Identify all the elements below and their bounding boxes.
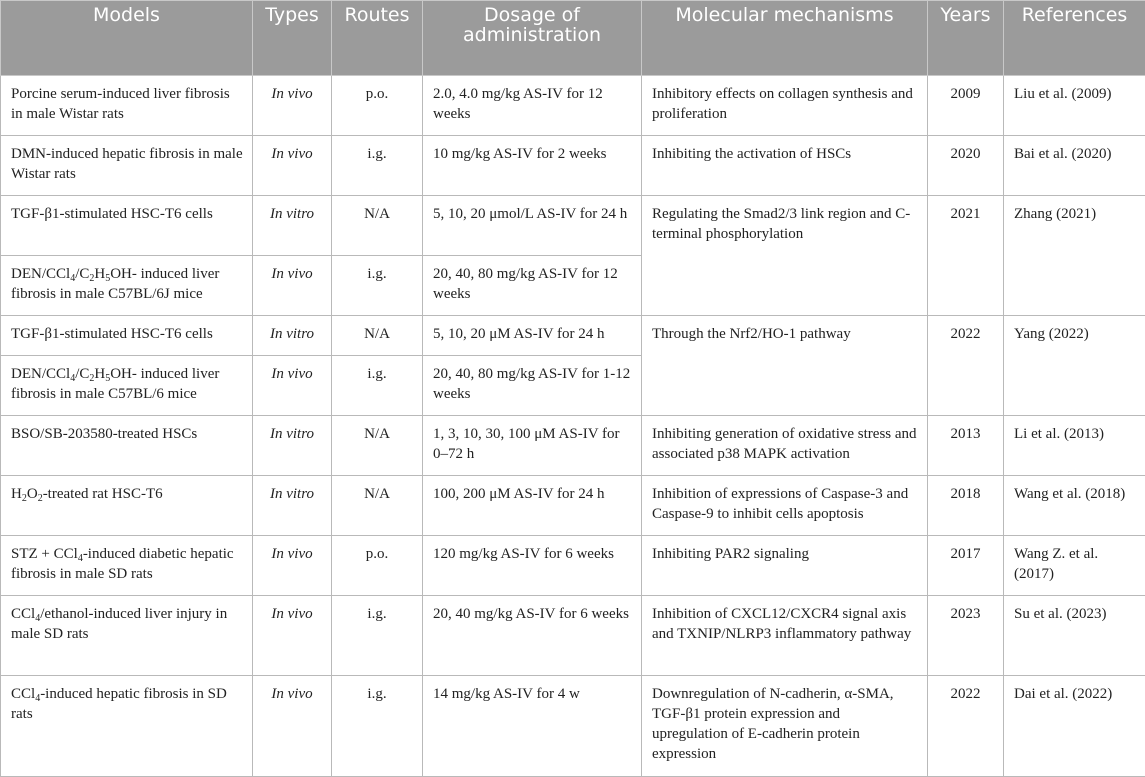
reference-cell: Su et al. (2023): [1004, 596, 1145, 676]
type-cell: In vivo: [253, 596, 332, 676]
mechanism-cell: Through the Nrf2/HO-1 pathway: [642, 316, 928, 416]
table-row: [1, 316, 1145, 356]
type-cell: In vitro: [253, 416, 332, 476]
model-cell: DEN/$CCl_4/C_2H_5OH-$ induced liver fibrosis in male C57BL/6 mice: [1, 356, 253, 416]
reference-cell: Zhang (2021): [1004, 196, 1145, 316]
header-mechanisms: Molecular mechanisms: [642, 1, 928, 76]
year-cell: 2020: [928, 136, 1004, 196]
model-cell: DEN/$CCl_4/C_2H_5OH-$ induced liver fibrosis in male C57BL/6J mice: [1, 256, 253, 316]
dosage-cell: 2.0, 4.0 mg/kg AS-IV for 12 weeks: [423, 76, 642, 136]
mechanism-cell: Regulating the Smad2/3 link region and C-terminal phosphorylation: [642, 196, 928, 316]
mechanism-cell: Downregulation of N-cadherin, α-SMA, TGF-β1 protein expression and upregulation of E-cadherin protein expression: [642, 676, 928, 777]
header-models: Models: [1, 1, 253, 76]
reference-cell: Bai et al. (2020): [1004, 136, 1145, 196]
route-cell: N/A: [332, 316, 423, 356]
route-cell: i.g.: [332, 676, 423, 777]
mechanism-cell: Inhibition of CXCL12/CXCR4 signal axis and TXNIP/NLRP3 inflammatory pathway: [642, 596, 928, 676]
route-cell: i.g.: [332, 256, 423, 316]
model-cell: DMN-induced hepatic fibrosis in male Wistar rats: [1, 136, 253, 196]
table-row: [1, 76, 1145, 136]
type-cell: In vivo: [253, 676, 332, 777]
model-cell: $H_2O_2$-treated rat HSC-T6: [1, 476, 253, 536]
dosage-cell: 20, 40, 80 mg/kg AS-IV for 1-12 weeks: [423, 356, 642, 416]
route-cell: N/A: [332, 476, 423, 536]
year-cell: 2022: [928, 316, 1004, 416]
dosage-cell: 10 mg/kg AS-IV for 2 weeks: [423, 136, 642, 196]
year-cell: 2013: [928, 416, 1004, 476]
mechanism-cell: Inhibiting generation of oxidative stress and associated p38 MAPK activation: [642, 416, 928, 476]
year-cell: 2018: [928, 476, 1004, 536]
reference-cell: Wang Z. et al. (2017): [1004, 536, 1145, 596]
table-row: [1, 676, 1145, 777]
dosage-cell: 20, 40, 80 mg/kg AS-IV for 12 weeks: [423, 256, 642, 316]
table-row: [1, 536, 1145, 596]
route-cell: i.g.: [332, 136, 423, 196]
dosage-cell: 100, 200 μM AS-IV for 24 h: [423, 476, 642, 536]
type-cell: In vivo: [253, 136, 332, 196]
route-cell: N/A: [332, 416, 423, 476]
reference-cell: Liu et al. (2009): [1004, 76, 1145, 136]
year-cell: 2023: [928, 596, 1004, 676]
reference-cell: Li et al. (2013): [1004, 416, 1145, 476]
table-row: [1, 416, 1145, 476]
dosage-cell: 14 mg/kg AS-IV for 4 w: [423, 676, 642, 777]
dosage-cell: 1, 3, 10, 30, 100 μM AS-IV for 0–72 h: [423, 416, 642, 476]
dosage-cell: 120 mg/kg AS-IV for 6 weeks: [423, 536, 642, 596]
route-cell: N/A: [332, 196, 423, 256]
route-cell: i.g.: [332, 356, 423, 416]
table-row: [1, 136, 1145, 196]
type-cell: In vivo: [253, 76, 332, 136]
type-cell: In vitro: [253, 476, 332, 536]
year-cell: 2022: [928, 676, 1004, 777]
model-cell: STZ + CCl$_4$-induced diabetic hepatic fibrosis in male SD rats: [1, 536, 253, 596]
model-cell: CCl$_4$/ethanol-induced liver injury in male SD rats: [1, 596, 253, 676]
route-cell: i.g.: [332, 596, 423, 676]
type-cell: In vitro: [253, 196, 332, 256]
reference-cell: Dai et al. (2022): [1004, 676, 1145, 777]
type-cell: In vivo: [253, 536, 332, 596]
model-cell: CCl$_4$-induced hepatic fibrosis in SD rats: [1, 676, 253, 777]
mechanism-cell: Inhibition of expressions of Caspase-3 and Caspase-9 to inhibit cells apoptosis: [642, 476, 928, 536]
mechanism-cell: Inhibitory effects on collagen synthesis and proliferation: [642, 76, 928, 136]
header-types: Types: [253, 1, 332, 76]
route-cell: p.o.: [332, 536, 423, 596]
header-years: Years: [928, 1, 1004, 76]
dosage-cell: 20, 40 mg/kg AS-IV for 6 weeks: [423, 596, 642, 676]
type-cell: In vivo: [253, 356, 332, 416]
table-row: [1, 476, 1145, 536]
table-row: [1, 196, 1145, 256]
model-cell: BSO/SB-203580-treated HSCs: [1, 416, 253, 476]
mechanism-cell: Inhibiting PAR2 signaling: [642, 536, 928, 596]
header-dosage: Dosage of administration: [423, 1, 642, 76]
table-row: [1, 596, 1145, 676]
model-cell: TGF-β1-stimulated HSC-T6 cells: [1, 196, 253, 256]
model-cell: Porcine serum-induced liver fibrosis in male Wistar rats: [1, 76, 253, 136]
dosage-cell: 5, 10, 20 μM AS-IV for 24 h: [423, 316, 642, 356]
header-references: References: [1004, 1, 1145, 76]
type-cell: In vitro: [253, 316, 332, 356]
route-cell: p.o.: [332, 76, 423, 136]
header-routes: Routes: [332, 1, 423, 76]
year-cell: 2009: [928, 76, 1004, 136]
model-cell: TGF-β1-stimulated HSC-T6 cells: [1, 316, 253, 356]
header-row: [1, 1, 1145, 76]
year-cell: 2017: [928, 536, 1004, 596]
mechanism-cell: Inhibiting the activation of HSCs: [642, 136, 928, 196]
dosage-cell: 5, 10, 20 μmol/L AS-IV for 24 h: [423, 196, 642, 256]
year-cell: 2021: [928, 196, 1004, 316]
reference-cell: Yang (2022): [1004, 316, 1145, 416]
type-cell: In vivo: [253, 256, 332, 316]
reference-cell: Wang et al. (2018): [1004, 476, 1145, 536]
